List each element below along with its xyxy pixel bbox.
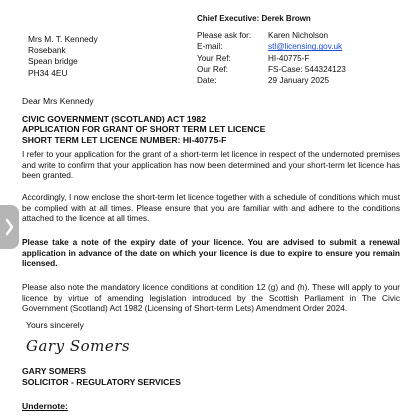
ref-value: Karen Nicholson — [268, 31, 329, 40]
paragraph-enclosure: Accordingly, I now enclose the short-term let licence together with a schedule of conditions which must be complied with at all times. Please ensure that you are familiar with and adhere to the conditions attached to the licence at all times. — [22, 192, 400, 224]
ref-row-email — [197, 41, 346, 52]
previous-page-button[interactable] — [0, 205, 19, 249]
address-line: Mrs M. T. Kennedy — [28, 34, 98, 44]
recipient-address — [28, 34, 98, 79]
heading-licence-number: SHORT TERM LET LICENCE NUMBER: HI-40775-F — [22, 134, 227, 145]
address-line: Rosebank — [28, 45, 66, 56]
paragraph-application: I refer to your application for the grant of a short-term let licence in respect of the undernoted premises and write to confirm that your application has now been determined and your short-term let licence has been granted. — [22, 149, 400, 181]
ref-row-our-ref — [197, 64, 346, 75]
signatory — [22, 366, 181, 387]
ref-label: E-mail: — [197, 42, 223, 52]
email-link[interactable]: stl@licensing.gov.uk — [268, 42, 343, 52]
greeting: Dear Mrs Kennedy — [22, 96, 94, 106]
ref-label: Our Ref: — [197, 64, 228, 74]
ref-value: FS-Case: 544324123 — [268, 64, 346, 74]
paragraph-expiry-notice: Please take a note of the expiry date of your licence. You are advised to submit a renewal application in advance of the date on which your licence is due to expire to ensure you remain licensed. — [22, 237, 400, 269]
ref-label: Date: — [197, 76, 217, 86]
closing: Yours sincerely — [26, 320, 84, 330]
ref-row-date — [197, 75, 346, 86]
letter-headings — [22, 114, 265, 145]
address-line: PH34 4EU — [28, 67, 68, 78]
ref-row-ask-for — [197, 30, 346, 41]
handwritten-signature: Gary Somers — [26, 337, 131, 355]
ref-label: Please ask for: — [197, 31, 252, 40]
paragraph-mandatory-conditions: Please also note the mandatory licence conditions at condition 12 (g) and (h). These will apply to your licence by virtue of amending legislation introduced by the Scottish Parliament in The Civic Government (Scotland) Act 1982 (Licensing of Short-term Lets) Amendment Order 2024. — [22, 282, 400, 314]
undernote-heading: Undernote: — [22, 401, 68, 411]
chevron-right-icon — [5, 218, 14, 236]
ref-value: HI-40775-F — [268, 53, 310, 63]
heading-application: APPLICATION FOR GRANT OF SHORT TERM LET LICENCE — [22, 124, 266, 135]
signatory-name: GARY SOMERS — [22, 366, 86, 376]
reference-block — [197, 30, 346, 86]
heading-act: CIVIC GOVERNMENT (SCOTLAND) ACT 1982 — [22, 114, 206, 124]
address-line: Spean bridge — [28, 56, 78, 67]
ref-row-your-ref — [197, 53, 346, 64]
ref-label: Your Ref: — [197, 53, 231, 63]
chief-executive-line: Chief Executive: Derek Brown — [197, 14, 311, 23]
ref-value: 29 January 2025 — [268, 76, 329, 86]
signatory-title: SOLICITOR - REGULATORY SERVICES — [22, 376, 181, 387]
